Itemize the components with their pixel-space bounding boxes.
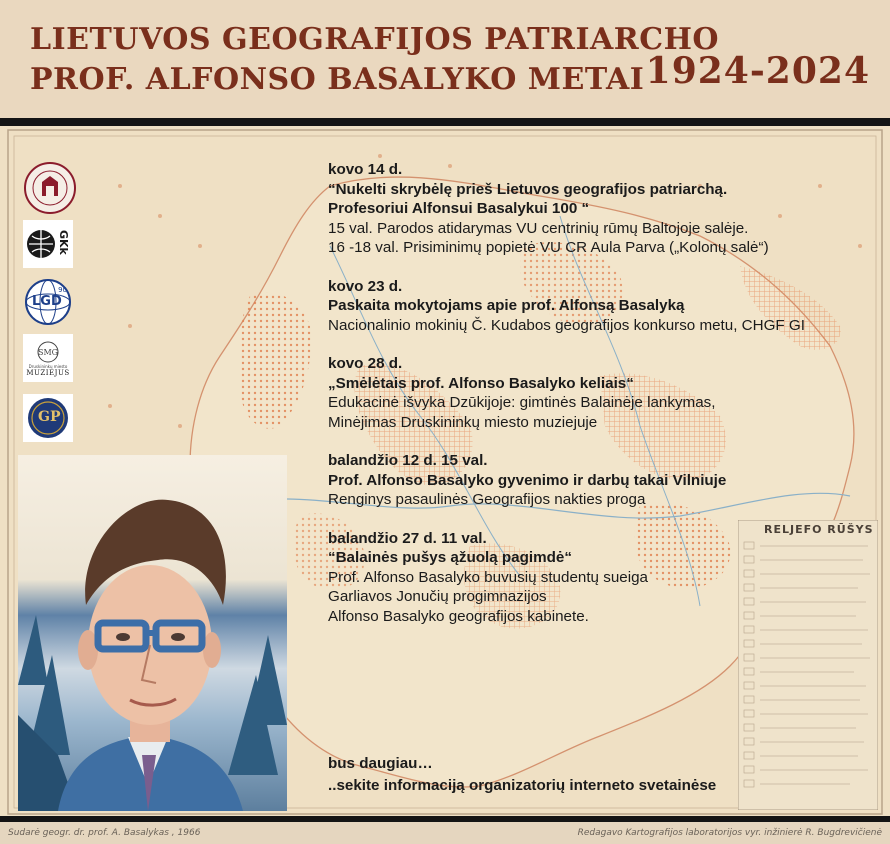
event-detail: 15 val. Parodos atidarymas VU centrinių rūmų Baltojoje salėje.	[328, 219, 749, 237]
header-banner	[0, 0, 890, 118]
map-credit-author: Sudarė geogr. dr. prof. A. Basalykas , 1966	[8, 828, 201, 838]
title-line-2: PROF. ALFONSO BASALYKO METAI	[30, 62, 645, 97]
event-title-line: “Nukelti skrybėlę prieš Lietuvos geografijos patriarchą.	[328, 180, 728, 198]
event-item	[328, 354, 878, 432]
portrait-painting	[18, 455, 287, 811]
logo-lgd-text: LGD	[32, 294, 62, 309]
event-detail: Prof. Alfonso Basalyko buvusių studentų sueiga	[328, 568, 648, 586]
more-info	[328, 753, 716, 797]
event-detail: Minėjimas Druskininkų miesto muziejuje	[328, 413, 598, 431]
logo-lgd	[23, 278, 73, 326]
more-line-2: ..sekite informaciją organizatorių interneto svetainėse	[328, 777, 717, 794]
logo-gp	[23, 394, 73, 442]
event-detail: Alfonso Basalyko geografijos kabinete.	[328, 607, 589, 625]
legend-title: RELJEFO RŪŠYS	[764, 523, 874, 536]
event-detail: Renginys pasaulinės Geografijos nakties proga	[328, 491, 646, 508]
event-date: kovo 28 d.	[328, 355, 403, 372]
event-date: kovo 14 d.	[328, 161, 403, 178]
event-detail: 16 -18 val. Prisiminimų popietė VU CR Aula Parva („Kolonų salė“)	[328, 239, 769, 256]
event-detail: Garliavos Jonučių progimnazijos	[328, 588, 547, 605]
event-title-line: „Smėlėtais prof. Alfonso Basalyko keliais“	[328, 374, 634, 392]
map-credit-editor: Redagavo Kartografijos laboratorijos vyr. inžinierė R. Bugdrevičienė	[577, 828, 882, 838]
svg-text:SMG: SMG	[37, 347, 59, 357]
museum-subtitle: Druskininkų miesto	[28, 363, 68, 369]
event-detail: Edukacinė išvyka Dzūkijoje: gimtinės Balainėje lankymas,	[328, 394, 716, 411]
university-seal-icon	[23, 160, 77, 216]
event-title-line: Profesoriui Alfonsui Basalykui 100 “	[328, 200, 590, 217]
event-date: balandžio 12 d. 15 val.	[328, 452, 488, 469]
event-item	[328, 277, 878, 336]
title-line-1: LIETUVOS GEOGRAFIJOS PATRIARCHO	[30, 22, 720, 57]
logo-druskininkai-museum	[23, 334, 73, 382]
logo-vilnius-university	[23, 160, 77, 216]
museum-label: MUZIEJUS	[26, 368, 70, 377]
portrait-illustration	[18, 455, 287, 811]
event-title-line: “Balainės pušys ąžuolą pagimdė“	[328, 549, 572, 566]
event-title-line: Prof. Alfonso Basalyko gyvenimo ir darbų takai Vilniuje	[328, 471, 727, 489]
event-title-line: Paskaita mokytojams apie prof. Alfonsą Basalyką	[328, 297, 685, 314]
event-detail: Nacionalinio mokinių Č. Kudabos geografijos konkurso metu, CHGF GI	[328, 316, 805, 334]
museum-monogram-icon	[34, 340, 62, 364]
map-footer	[0, 822, 890, 844]
top-divider	[0, 118, 890, 126]
event-item	[328, 529, 878, 627]
years-range: 1924-2024	[645, 50, 870, 92]
event-date: balandžio 27 d. 11 val.	[328, 529, 487, 547]
logo-gp-text: GP	[38, 409, 61, 425]
event-item	[328, 451, 878, 510]
logo-gkk	[23, 220, 73, 268]
logo-gkk-text: GKk	[57, 230, 70, 255]
events-list	[328, 160, 878, 645]
more-line-1: bus daugiau…	[328, 755, 433, 772]
event-item	[328, 160, 878, 258]
event-date: kovo 23 d.	[328, 277, 403, 295]
logo-lgd-number: 90	[58, 286, 67, 294]
